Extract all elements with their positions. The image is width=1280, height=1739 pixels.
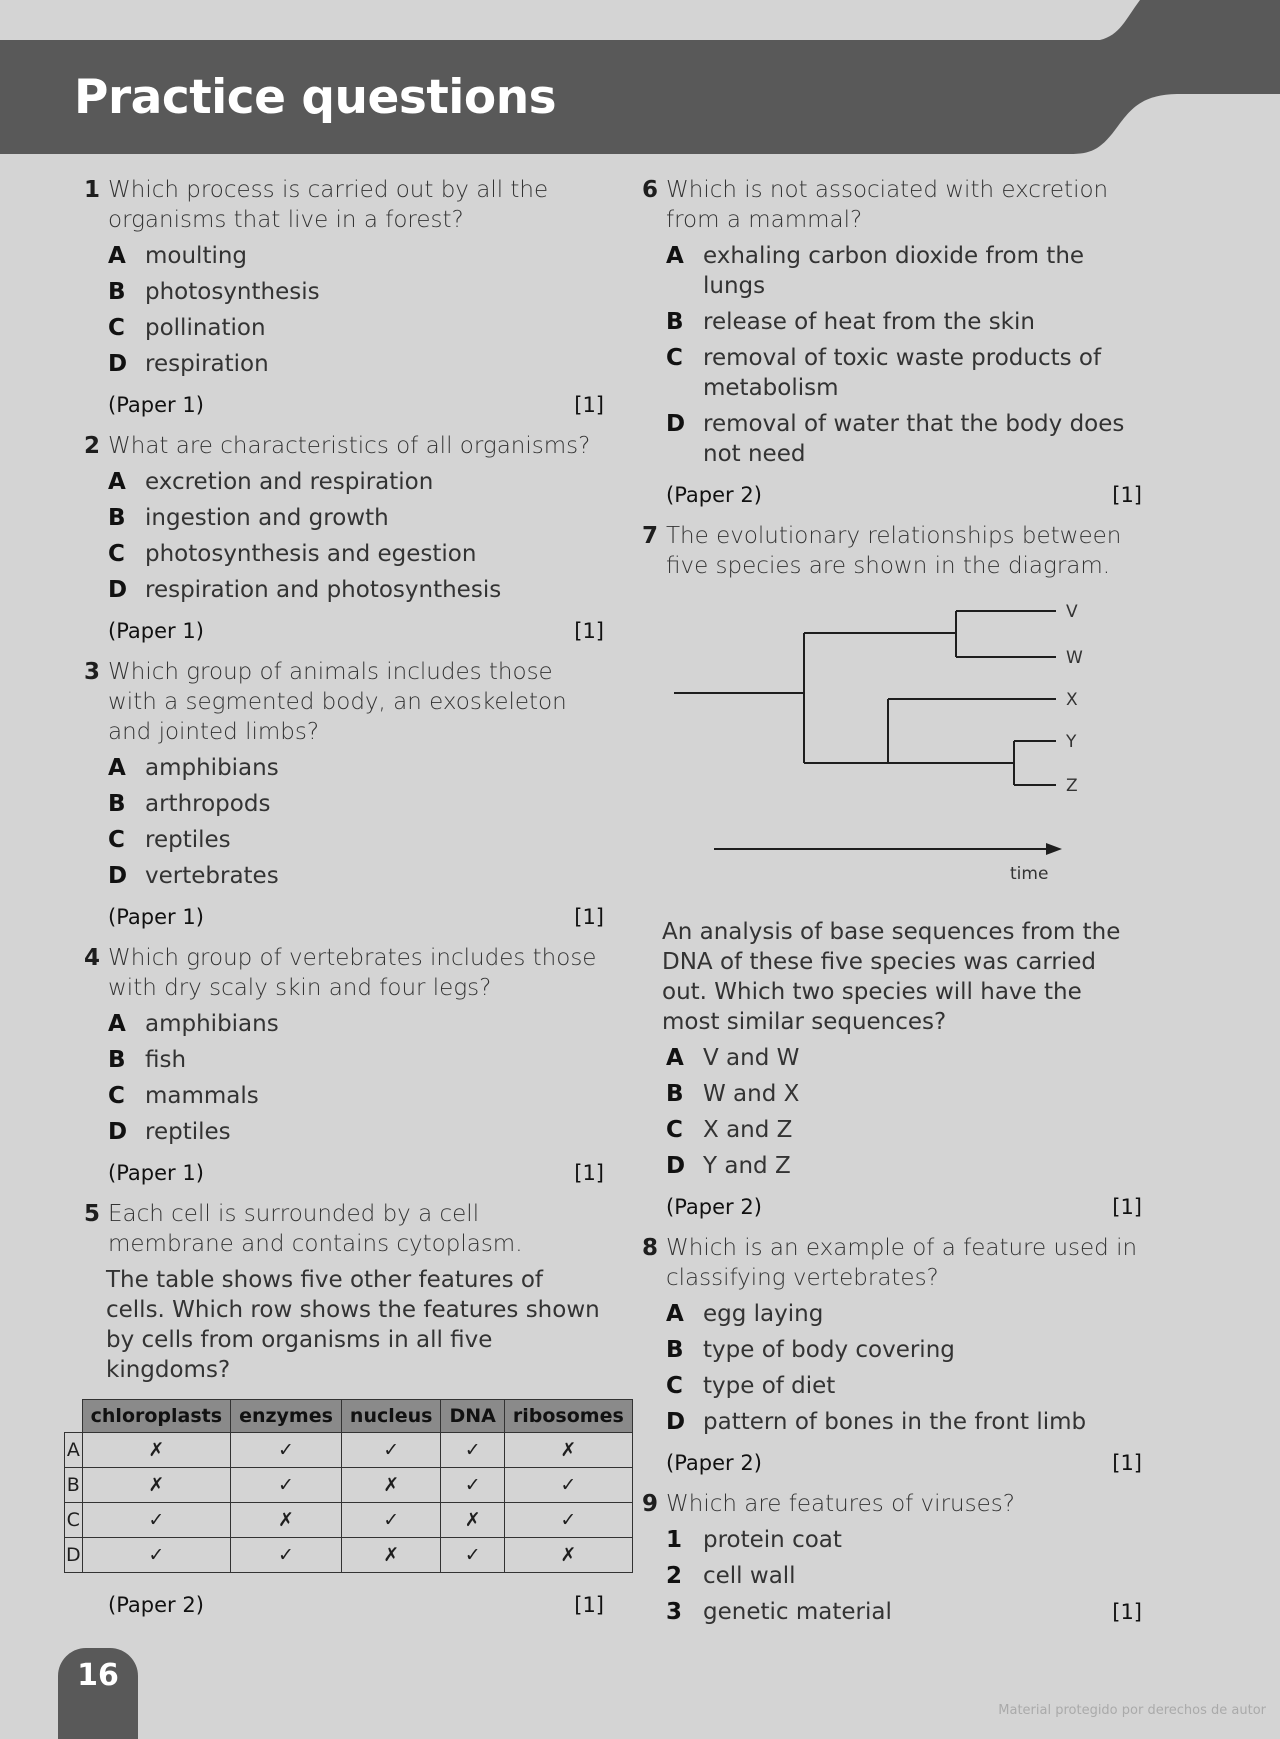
marks: [1] [574,905,604,929]
option-letter: D [108,351,128,377]
left-column [66,175,624,1631]
marks: [1] [574,393,604,417]
option [108,1081,604,1111]
option-text: reptiles [145,827,231,853]
question-5 [66,1199,624,1617]
row-label: D [65,1538,83,1573]
option-text: photosynthesis [145,279,320,305]
question-number: 3 [84,659,101,685]
question-text: Which group of vertebrates includes those with dry scaly skin and four legs? [108,945,597,1001]
cell-features-table [64,1399,633,1573]
option-text: W and X [703,1081,800,1107]
option-letter: 3 [666,1599,683,1625]
option-text: amphibians [145,755,279,781]
question-text: Which is not associated with excretion from a mammal? [666,177,1109,233]
option-letter: A [108,243,126,269]
paper-line [108,1161,604,1185]
paper-line [666,483,1142,507]
option [108,861,604,891]
option-text: protein coat [703,1527,842,1553]
table-cell: ✓ [341,1433,441,1468]
paper-label: (Paper 2) [666,1451,762,1475]
option [666,1525,1142,1555]
option-letter: A [108,755,126,781]
table-cell: ✗ [504,1538,632,1573]
option [108,241,604,271]
option-letter: D [108,577,128,603]
option [108,503,604,533]
table-row [65,1503,633,1538]
option [666,343,1142,403]
paper-label: (Paper 2) [108,1593,204,1617]
column-header: nucleus [341,1400,441,1433]
option-text: respiration and photosynthesis [145,577,502,603]
option-text: type of body covering [703,1337,955,1363]
option-letter: B [666,1081,684,1107]
option-letter: D [666,411,686,437]
marks: [1] [1112,1195,1142,1219]
marks: [1] [574,1161,604,1185]
table-row [65,1468,633,1503]
header-banner-top [0,0,1280,40]
option-letter: C [108,827,125,853]
option [108,789,604,819]
question-9 [642,1489,1142,1627]
option-text: release of heat from the skin [703,309,1035,335]
page-number: 16 [77,1658,119,1693]
question-2 [84,431,604,643]
table-cell: ✓ [441,1468,504,1503]
option [666,1043,1142,1073]
question-1 [84,175,604,417]
question-text: Which is an example of a feature used in classifying vertebrates? [666,1235,1138,1291]
option-letter: C [666,345,683,371]
column-header: DNA [441,1400,504,1433]
option-text: amphibians [145,1011,279,1037]
question-text: What are characteristics of all organisms? [108,433,591,459]
option-letter: C [108,1083,125,1109]
question-text: The evolutionary relationships between five species are shown in the diagram. [666,523,1122,579]
table-header-row [65,1400,633,1433]
paper-line [666,1451,1142,1475]
table-row [65,1538,633,1573]
option [666,307,1142,337]
option [108,1045,604,1075]
row-label: A [65,1433,83,1468]
option-text: removal of water that the body does not need [703,411,1125,467]
label-x: X [1066,690,1078,710]
question-8 [642,1233,1142,1475]
option [666,409,1142,469]
option-letter: B [108,279,126,305]
table-row [65,1433,633,1468]
paper-label: (Paper 1) [108,619,204,643]
option-letter: A [108,1011,126,1037]
option-letter: A [666,1045,684,1071]
table-cell: ✓ [231,1468,342,1503]
option-text: Y and Z [703,1153,791,1179]
table-cell: ✓ [441,1538,504,1573]
option-letter: D [108,1119,128,1145]
question-number: 4 [84,945,101,971]
paper-label: (Paper 1) [108,905,204,929]
question-number: 9 [642,1491,659,1517]
marks: [1] [1112,1600,1142,1624]
question-paragraph: An analysis of base sequences from the DNA of these five species was carried out. Which two species will have the most similar sequences? [662,919,1121,1035]
row-label: C [65,1503,83,1538]
question-paragraph: The table shows five other features of cells. Which row shows the features shown by cells from organisms in all five kingdoms? [106,1267,600,1383]
option-letter: A [666,1301,684,1327]
option-letter: B [666,309,684,335]
option-text: excretion and respiration [145,469,434,495]
marks: [1] [574,619,604,643]
paper-label: (Paper 1) [108,1161,204,1185]
option-letter: B [108,505,126,531]
option-letter: B [666,1337,684,1363]
option-text: vertebrates [145,863,279,889]
option-letter: D [666,1409,686,1435]
option-text: photosynthesis and egestion [145,541,477,567]
right-column [642,175,1142,1641]
option-letter: 1 [666,1527,683,1553]
option [666,1115,1142,1145]
question-number: 5 [84,1201,101,1227]
table-cell: ✗ [231,1503,342,1538]
paper-line [666,1195,1142,1219]
time-arrow-icon [1046,843,1062,855]
option-text: reptiles [145,1119,231,1145]
paper-label: (Paper 2) [666,483,762,507]
paper-line [108,1593,604,1617]
table-cell: ✗ [341,1468,441,1503]
paper-label: (Paper 1) [108,393,204,417]
column-header: ribosomes [504,1400,632,1433]
option-letter: A [666,243,684,269]
option-text: V and W [703,1045,800,1071]
option [108,539,604,569]
option [108,1009,604,1039]
phylogenetic-tree-diagram [642,591,1142,911]
column-header: chloroplasts [82,1400,230,1433]
table-cell: ✓ [341,1503,441,1538]
option-letter: D [666,1153,686,1179]
option-text: mammals [145,1083,259,1109]
option [108,753,604,783]
question-number: 1 [84,177,101,203]
option-text: respiration [145,351,269,377]
option-text: pollination [145,315,266,341]
option-letter: C [666,1373,683,1399]
option-letter: B [108,791,126,817]
question-6 [642,175,1142,507]
table-cell: ✗ [82,1433,230,1468]
label-w: W [1066,648,1083,668]
question-text: Which are features of viruses? [666,1491,1015,1517]
question-text: Each cell is surrounded by a cell membrane and contains cytoplasm. [108,1201,523,1257]
table-corner [65,1400,83,1433]
option-letter: C [108,541,125,567]
paper-line [108,393,604,417]
table-cell: ✓ [504,1468,632,1503]
table-cell: ✗ [341,1538,441,1573]
table-cell: ✗ [441,1503,504,1538]
option-letter: C [108,315,125,341]
marks: [1] [1112,483,1142,507]
option-text: genetic material [703,1599,892,1625]
question-text: Which process is carried out by all the organisms that live in a forest? [108,177,549,233]
option-letter: 2 [666,1563,683,1589]
table-cell: ✓ [231,1538,342,1573]
label-v: V [1066,602,1078,622]
table-cell: ✓ [504,1503,632,1538]
option [666,1561,1142,1591]
time-label: time [1010,864,1049,884]
question-text: Which group of animals includes those with a segmented body, an exoskeleton and jointed limbs? [108,659,567,745]
option-text: pattern of bones in the front limb [703,1409,1087,1435]
option [666,1299,1142,1329]
option [666,1335,1142,1365]
option [666,1151,1142,1181]
option [108,575,604,605]
marks: [1] [574,1593,604,1617]
option [108,825,604,855]
question-number: 2 [84,433,101,459]
table-cell: ✗ [82,1468,230,1503]
column-header: enzymes [231,1400,342,1433]
label-y: Y [1066,732,1077,752]
table-cell: ✓ [82,1503,230,1538]
table-cell: ✗ [504,1433,632,1468]
option-text: cell wall [703,1563,796,1589]
option-text: type of diet [703,1373,836,1399]
label-z: Z [1066,776,1078,796]
paper-line [108,619,604,643]
option-text: moulting [145,243,248,269]
question-number: 8 [642,1235,659,1261]
option [108,1117,604,1147]
option-text: X and Z [703,1117,793,1143]
question-3 [84,657,604,929]
option [666,1597,1142,1627]
table-cell: ✓ [82,1538,230,1573]
option-letter: D [108,863,128,889]
option [108,467,604,497]
table-cell: ✓ [441,1433,504,1468]
option-letter: A [108,469,126,495]
table-cell: ✓ [231,1433,342,1468]
question-4 [84,943,604,1185]
question-number: 7 [642,523,659,549]
option [666,1371,1142,1401]
option-text: fish [145,1047,187,1073]
option [108,313,604,343]
option-text: removal of toxic waste products of metabolism [703,345,1102,401]
marks: [1] [1112,1451,1142,1475]
option-letter: B [108,1047,126,1073]
option [108,349,604,379]
question-7 [642,521,1142,1219]
page-title: Practice questions [74,70,557,125]
option-text: arthropods [145,791,271,817]
question-number: 6 [642,177,659,203]
option-text: exhaling carbon dioxide from the lungs [703,243,1085,299]
option [666,1407,1142,1437]
option-text: egg laying [703,1301,824,1327]
phylogenetic-tree [642,591,1142,911]
paper-label: (Paper 2) [666,1195,762,1219]
option [666,241,1142,301]
row-label: B [65,1468,83,1503]
paper-line [108,905,604,929]
copyright-footer: Material protegido por derechos de autor [998,1703,1266,1718]
option [666,1079,1142,1109]
option [108,277,604,307]
option-text: ingestion and growth [145,505,389,531]
option-letter: C [666,1117,683,1143]
